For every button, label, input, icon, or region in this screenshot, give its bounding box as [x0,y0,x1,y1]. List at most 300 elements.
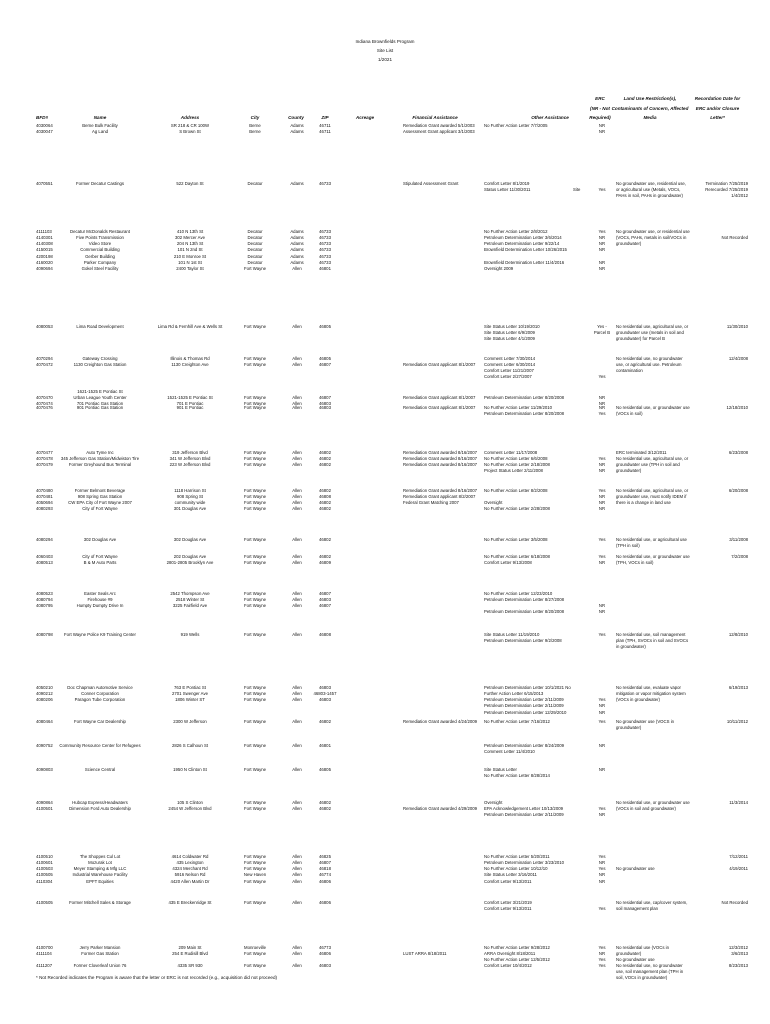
cell-name: Former Decatur Castings [76,181,124,186]
cell-address: Illinois & Thomas Rd [170,356,210,361]
cell-address: 319 Jefferson Blvd [172,450,208,455]
cell-city: Fort Wayne [243,632,267,637]
cell-other: Petroleum Determination Letter 3/23/2010 [484,860,565,866]
cell-other: Oversight 2009 [484,265,514,271]
cell-bfd: 4100501 [36,806,53,812]
cell-other: Petroleum Determination Letter 2/11/2009 [484,703,564,709]
cell-county: Allen [292,560,302,566]
cell-zip: 46801 [319,743,331,748]
cell-land: groundwater) [616,951,642,957]
cell-erc: Yes [598,963,606,968]
cell-bfd: 4150015 [36,247,53,253]
cell-county: Allen [292,401,302,407]
cell-bfd: 4090212 [36,691,53,697]
cell-city: Monroeville [244,945,266,950]
cell-erc: Yes [598,411,606,417]
cell-address: 101 N 1st St [178,259,202,265]
col-erc-1: ERC [595,96,605,101]
cell-rec: 1/4/2012 [731,193,748,199]
cell-county: Allen [292,697,302,703]
cell-city: Decatur [247,241,263,247]
cell-city: Fort Wayne [243,806,267,812]
cell-land: (VOCs in groundwater) [616,697,660,703]
cell-other: Further Action Letter 6/15/2013 [484,691,544,697]
cell-rec: 4/19/2011 [729,866,748,872]
cell-county: Allen [292,806,302,812]
cell-zip: 46774 [319,872,331,878]
cell-land: PAHs in soil, PAHs in groundwater) [616,193,683,199]
cell-name: Ag Land [91,129,108,135]
cell-bfd: 4200198 [36,253,53,259]
cell-city: Decatur [247,253,263,259]
cell-land: No groundwater use [616,866,655,872]
cell-land: No residential use, no groundwater [616,963,683,968]
cell-city: Fort Wayne [243,488,267,493]
col-county: County [288,115,304,120]
cell-other: No Further Action Letter 10/12/10 [484,866,548,872]
cell-county: Allen [292,395,302,401]
cell-address: 2542 Thompson Ave [170,591,210,596]
cell-zip: 46802 [319,806,331,812]
cell-other: Petroleum Determination Letter 9/22/14 [484,241,560,247]
cell-name: Berne Bulk Facility [82,123,118,128]
cell-bfd: 4080798 [36,632,53,637]
cell-land: groundwater use, must notify IDEM if [616,494,687,500]
cell-rec: 11/30/2010 [726,324,748,329]
cell-city: Fort Wayne [243,462,267,468]
cell-address: 522 Dayton St [176,181,204,186]
cell-address: Lima Rd & Fernhill Ave & Wells St [157,324,223,329]
cell-land: No residential use, or groundwater use [616,800,690,805]
cell-other: Petroleum Determination Letter 12/29/2010 [484,709,567,715]
cell-other: No Further Action Letter 7/7/2005 [484,123,548,128]
cell-erc: Yes [598,456,606,462]
cell-address: 4614 Coldwater Rd [171,854,209,859]
cell-name: Former Cloverleaf Union 76 [73,963,127,968]
cell-erc: NR [598,500,606,506]
cell-other: No Further Action Letter 6/18/2008 [484,554,550,559]
cell-name: Paragon Tube Corporation [74,697,126,703]
cell-other: Petroleum Determination Letter 2/11/2009 [484,697,564,703]
cell-city: Fort Wayne [243,554,267,559]
cell-other: Comfort Letter 9/13/2008 [484,560,532,566]
cell-city: Fort Wayne [243,362,267,368]
cell-county: Adams [290,129,304,135]
cell-erc: NR [598,878,606,884]
cell-zip: 46803 [319,963,331,968]
cell-county: Allen [292,554,302,559]
cell-fin: Remediation Grant applicant 8/1/2007 [403,395,476,401]
cell-name: 901 Pontiac Gas Station [76,405,124,410]
cell-land: use, soil management plan (TPH in [616,969,684,975]
cell-other: Petroleum Determination Letter 2/11/2009 [484,812,564,818]
cell-address: 254 E Rudisill Blvd [172,951,208,957]
cell-city: Fort Wayne [243,597,267,603]
cell-address: 2454 W Jefferson Blvd [168,806,212,812]
cell-erc: NR [598,395,606,401]
cell-fin: Remediation Grant awarded 4/24/2009 [403,719,478,724]
cell-county: Allen [292,500,302,506]
cell-fin: Stipulated Assessment Grant [403,181,459,186]
cell-land: groundwater) [616,725,642,731]
footnote: * Not Recorded indicates the Program is aware that the letter or ERC is not recorded (e.g., acquisition did not proceed) [36,975,278,980]
cell-county: Adams [290,235,304,241]
cell-city: Fort Wayne [243,767,267,772]
cell-address: 2826 S Calhoun St [171,743,209,748]
cell-name: Meyer Stamping & Mfg LLC [73,866,127,872]
cell-rec: Not Recorded [721,900,748,905]
cell-bfd: 4070477 [36,450,53,455]
cell-city: Fort Wayne [243,685,267,690]
cell-erc: NR [598,560,606,566]
cell-address: 2518 Winter St [175,597,205,603]
cell-zip: 46807 [319,362,331,368]
cell-bfd: 4080053 [36,324,53,329]
cell-land: groundwater) [616,468,642,474]
cell-erc: NR [598,609,606,615]
cell-erc: Yes [598,374,606,380]
cell-other: No Further Action Letter 6/6/2008 [484,456,548,462]
cell-erc: NR [598,247,606,253]
cell-city: Fort Wayne [243,401,267,407]
cell-zip: 46803 [319,597,331,603]
cell-county: Allen [292,356,302,361]
cell-erc: Yes [598,554,606,559]
cell-name: Community Resource Center for Refugees [59,743,141,748]
cell-name: 345 Jefferson Gas Station/Midwiston Tire [60,456,140,462]
cell-land: (VOCs in soil and groundwater) [616,806,676,812]
cell-land: (VOCs in soil) [616,411,643,417]
cell-county: Allen [292,324,302,329]
cell-erc: Yes [598,945,606,950]
cell-county: Adams [290,259,304,265]
cell-other: Brownfield Determination Letter 10/26/2015 [484,247,567,253]
cell-county: Allen [292,494,302,500]
col-other: Other Assistance [531,115,569,120]
cell-city: Fort Wayne [243,500,267,506]
cell-land: groundwater) [616,241,642,247]
cell-address: 4335 SR 930 [177,963,203,968]
document-subtitle: Site List [376,48,394,53]
cell-fin: Assessment Grant applicant 3/1/2003 [403,129,475,135]
cell-other: No Further Action Letter 8/2/2008 [484,488,548,493]
cell-zip: 46733 [319,253,331,259]
cell-bfd: 4090803 [36,767,53,772]
cell-bfd: 4080794 [36,597,53,603]
cell-city: Fort Wayne [243,900,267,905]
cell-land: No groundwater use, residential use, [616,181,686,186]
cell-address: 1806 Winter ST [175,697,205,703]
cell-name: Decatur McDonalds Restaurant [70,229,130,234]
cell-land: No residential use (VOCs in [616,945,670,950]
cell-erc: NR [598,703,606,709]
cell-erc: NR [598,860,606,866]
cell-land: plan (TPH, SVOCs in soil and SVOCs [616,638,689,644]
cell-bfd: 4140301 [36,235,53,241]
cell-city: Fort Wayne [243,450,267,455]
cell-city: Fort Wayne [243,506,267,512]
cell-name: Doc Chapman Automotive Service [67,685,133,690]
cell-name: Fort Wayne Police K9 Training Center [64,632,136,637]
cell-rec: 3/11/2008 [729,537,748,542]
cell-zip: 46803-1457 [313,691,337,697]
cell-erc: Yes [598,806,606,812]
cell-address: 1521-1525 E Pontiac St [167,395,213,401]
cell-bfd: 4070480 [36,488,53,493]
cell-name: 908 Spring Gas Station [77,494,123,500]
cell-county: Allen [292,405,302,410]
cell-zip: 46733 [319,235,331,241]
cell-county: Allen [292,632,302,637]
cell-zip: 46802 [319,500,331,506]
cell-address: 1118 Harrison St [174,488,206,493]
cell-address: 435 Lexington [176,860,204,866]
cell-rec: 12/8/2010 [728,632,748,637]
cell-erc: Yes [598,229,606,234]
cell-county: Adams [290,123,304,128]
cell-zip: 46818 [319,866,331,872]
cell-erc: Yes [598,719,606,724]
cell-zip: 46806 [319,900,331,905]
col-city: City [250,115,260,120]
cell-name: Fort Wayne Car Dealership [74,719,126,724]
cell-county: Allen [292,691,302,697]
cell-land: No residential use, or groundwater use [616,554,690,559]
cell-other: Status Letter 11/30/2011 [484,187,531,193]
cell-address: 341 W Jefferson Blvd [169,456,211,462]
cell-rec: 6/23/2008 [728,450,748,455]
cell-zip: 46807 [319,603,331,609]
cell-other: Comment Letter 7/30/2014 [484,356,536,361]
cell-other: No Further Action Letter 9/28/2012 [484,945,550,950]
cell-erc: Parcel B [593,330,611,336]
cell-other: Comfort Letter 11/21/2007 [484,368,534,374]
cell-city: Decatur [247,235,263,241]
cell-name: Parker Company [83,259,117,265]
cell-name: Lima Road Development [76,324,124,329]
cell-bfd: 4090694 [36,265,53,271]
cell-zip: 46802 [319,506,331,512]
cell-land: contamination [616,368,643,374]
cell-fin: Remediation Grant applicant 8/1/2007 [403,362,476,368]
cell-name: EPFT Equities [86,878,114,884]
cell-erc: NR [598,494,606,500]
cell-bfd: 4140308 [36,241,53,247]
cell-fin: Remediation Grant awarded 8/16/2007 [403,456,478,462]
cell-erc: NR [598,401,606,407]
cell-other: Oversight [484,500,503,506]
cell-other: Comfort Letter 10/4/2012 [484,963,532,968]
cell-erc: NR [598,405,606,410]
cell-county: Adams [290,229,304,234]
cell-bfd: 4090752 [36,743,53,748]
document-date: 1/2021 [377,57,393,62]
cell-name: Easter Seals Arc [84,591,116,596]
cell-site-note: Site [573,187,581,193]
cell-bfd: 4100503 [36,866,53,872]
cell-county: Adams [290,181,304,186]
cell-bfd: 4100505 [36,900,53,905]
cell-county: Allen [292,591,302,596]
cell-city: Fort Wayne [243,560,267,566]
cell-bfd: 4080464 [36,719,53,724]
cell-bfd: 4050210 [36,685,53,690]
cell-name: Dimension Ford Auto Dealership [69,806,131,812]
cell-rec: 3/6/2013 [731,951,748,957]
cell-fin: Remediation Grant applicant 8/1/2007 [403,405,476,410]
cell-county: Allen [292,450,302,455]
cell-bfd: 4070474 [36,401,53,407]
col-erc-3: Required) [589,115,611,120]
cell-bfd: 4030064 [36,123,53,128]
cell-city: Fort Wayne [243,265,267,271]
cell-land: (TPH in soil) [616,543,640,549]
cell-name: Former Gas Station [81,951,119,957]
cell-erc: NR [598,468,606,474]
cell-land: No residential use, or groundwater use [616,405,690,410]
cell-erc: Yes [598,537,606,542]
col-landuse-1: Land Use Restriction(s), [623,96,677,101]
col-bfd: BFD# [36,115,48,120]
cell-address: 3225 Fairfield Ave [172,603,208,609]
cell-county: Allen [292,800,302,805]
cell-name: Gateway Crossing [82,356,118,361]
cell-address: 2701 Swenger Ave [172,691,208,697]
cell-zip: 46802 [319,488,331,493]
cell-fin: Remediation Grant awarded 8/16/2007 [403,462,478,468]
cell-land: No residential use, agricultural use, or [616,456,689,462]
cell-other: Comfort Letter 2/27/2007 [484,374,532,380]
cell-address: 302 Douglas Ave [173,537,207,542]
cell-erc: Yes [598,906,606,912]
cell-land: No residential use, cap/cover system, [616,900,688,905]
cell-bfd: 4100505 [36,872,53,878]
cell-city: Fort Wayne [243,800,267,805]
cell-zip: 46802 [319,462,331,468]
cell-fin: Remediation Grant applicant 8/2/2007 [403,494,476,500]
cell-other: No Further Action Letter 2/18/2008 [484,462,550,468]
cell-zip: 46802 [319,537,331,542]
cell-zip: 46733 [319,181,331,186]
cell-other: Site Status Letter 11/19/2010 [484,632,540,637]
cell-rec: 7/2/2008 [731,554,748,559]
cell-address: 701 E Pontiac [176,401,204,407]
cell-erc: Yes [598,854,606,859]
cell-county: Allen [292,866,302,872]
cell-bfd: 4111104 [36,951,52,957]
cell-other: Petroleum Determination Letter 8/27/2008 [484,597,565,603]
cell-city: New Haven [243,872,267,878]
cell-rec: 8/23/2013 [728,963,748,968]
cell-land: in groundwater) [616,644,646,650]
document-title: Indiana Brownfields Program [355,39,415,44]
cell-erc: Yes [598,866,606,872]
cell-land: No groundwater use (VOCS in [616,719,675,724]
cell-land: No residential use, agricultural use, or [616,324,689,329]
cell-other: Petroleum Determination Letter 3/6/2014 [484,235,562,241]
cell-city: Fort Wayne [243,866,267,872]
cell-county: Allen [292,265,302,271]
cell-zip: 46806 [319,878,331,884]
cell-address: 210 E Monroe St [173,253,207,259]
cell-city: Fort Wayne [243,878,267,884]
cell-name: Five Points Transmission [76,235,124,241]
cell-county: Allen [292,963,302,968]
cell-other: EPA Acknowledgement Letter 10/13/2009 [484,806,563,812]
cell-city: Fort Wayne [243,743,267,748]
cell-name: Video Store [88,241,112,247]
cell-name: Urban League Youth Center [73,395,127,401]
cell-erc: NR [598,812,606,818]
cell-address: 901 E Pontiac [176,405,204,410]
cell-land: or agricultural use (Metals, VOCs, [616,187,681,193]
cell-bfd: 4080523 [36,591,53,596]
cell-zip: 46807 [319,395,331,401]
cell-city: Fort Wayne [243,691,267,697]
cell-other: Comfort Letter 3/21/2019 [484,900,532,905]
cell-city: Fort Wayne [243,603,267,609]
cell-zip: 46711 [319,123,331,128]
cell-bfd: 4111207 [36,963,53,968]
cell-land: No residential use, no groundwater [616,356,683,361]
cell-rec: 6/20/2008 [728,488,748,493]
cell-county: Adams [290,253,304,259]
cell-zip: 46808 [319,632,331,637]
cell-other: Comfort Letter 9/13/2011 [484,878,532,884]
cell-address: S Brown St [179,129,201,135]
cell-land: soil management plan [616,906,659,912]
cell-zip: 46773 [319,945,331,950]
cell-zip: 46803 [319,685,331,690]
cell-name: Mozurak Lot [88,860,112,866]
cell-county: Allen [292,951,302,957]
cell-bfd: 4110304 [36,878,53,884]
cell-land: use, or agricultural use. Petroleum [616,362,682,368]
cell-name: Industrial Warehouse Facility [72,872,128,878]
cell-rec: 12/18/2010 [726,405,748,410]
cell-name: The Shoppes Cul Lot [79,854,121,859]
cell-name: 1621-1525 E Pontiac St [77,389,123,394]
cell-county: Allen [292,362,302,368]
cell-name: Hubcap Express/Headwaters [72,800,128,805]
cell-bfd: 4060403 [36,554,53,559]
cell-land: No residential use, agricultural use, or [616,488,689,493]
cell-other: No Further Action Letter 2/8/2012 [484,229,548,234]
cell-other: Site Status Letter 4/1/2009 [484,336,535,342]
cell-erc: Yes [598,632,606,637]
col-landuse-2: Contaminants of Concern, Affected [611,106,689,111]
cell-other: Site Status Letter [484,767,517,772]
cell-other: Comfort Letter 9/13/2011 [484,906,532,912]
cell-address: 2801-2805 Brooklyn Ave [166,560,214,566]
cell-rec: Rerecorded 7/25/2019 [705,187,748,193]
cell-erc: Yes [598,488,606,493]
cell-name: CW EPA City of Fort Wayne 2007 [68,500,132,506]
cell-address: 105 S Clinton [177,800,203,805]
cell-name: Humpty Dumpty Drive In [76,603,124,609]
cell-city: Fort Wayne [243,963,267,968]
cell-county: Allen [292,506,302,512]
cell-other: Petroleum Determination Letter 9/2/2008 [484,638,562,644]
cell-land: No groundwater use [616,957,655,963]
cell-erc: NR [598,603,606,609]
cell-address: 301 Douglas Ave [173,506,207,512]
cell-other: Brownfield Determination Letter 11/4/2016 [484,259,565,265]
cell-rec: 7/12/2011 [729,854,748,859]
cell-address: 101 N 2nd St [177,247,203,253]
cell-name: Former Mitchell Sales & Storage [69,900,131,905]
cell-name: Auto Tyme Inc [86,450,114,455]
